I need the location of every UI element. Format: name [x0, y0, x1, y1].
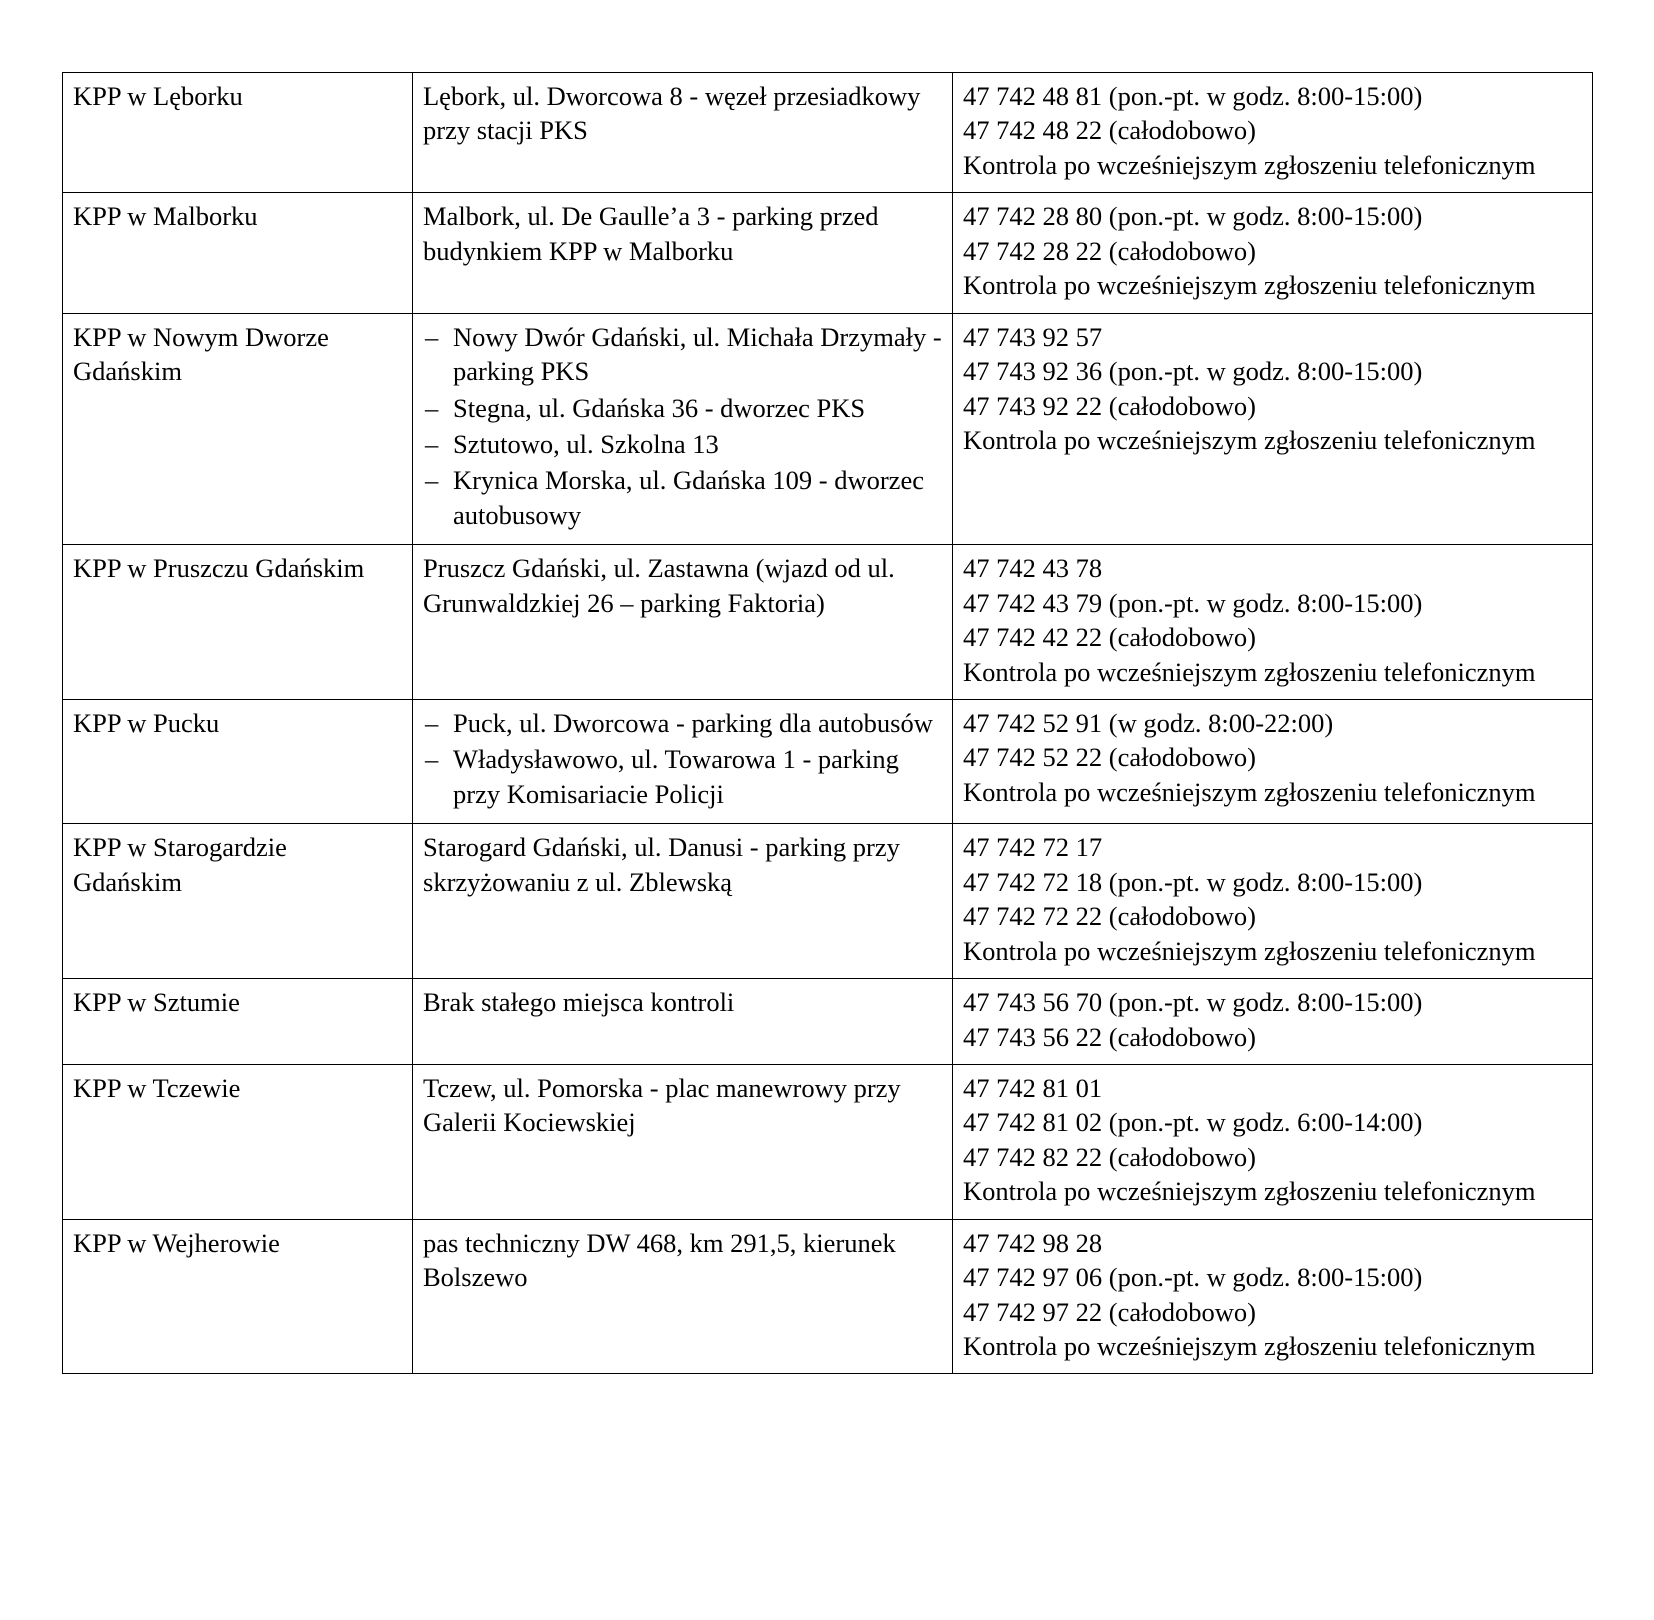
unit-name-cell — [63, 193, 413, 313]
phone-number: 47 742 81 01 — [963, 1072, 1103, 1103]
location-list-item: – Sztutowo, ul. Szkolna 13 — [423, 427, 942, 461]
contact-note: Kontrola po wcześniejszym zgłoszeniu telefonicznym — [963, 1331, 1536, 1361]
contact-cell — [953, 73, 1593, 193]
unit-name: KPP w Starogardzie Gdańskim — [73, 832, 287, 897]
phone-number: 47 742 81 02 (pon.-pt. w godz. 6:00-14:00) — [963, 1107, 1423, 1138]
unit-name-cell — [63, 979, 413, 1065]
phone-number: 47 743 56 22 (całodobowo) — [963, 1021, 1256, 1052]
contact-note: Kontrola po wcześniejszym zgłoszeniu telefonicznym — [963, 935, 1536, 966]
unit-name: KPP w Malborku — [73, 201, 258, 232]
phone-number: 47 742 72 17 — [963, 832, 1103, 863]
table-row — [63, 545, 1593, 700]
location-list-item: – Nowy Dwór Gdański, ul. Michała Drzymały - parking PKS — [423, 320, 942, 389]
contact-cell — [953, 1064, 1593, 1219]
table-body — [63, 73, 1593, 1374]
location-list — [423, 320, 942, 533]
table-row — [63, 700, 1593, 824]
unit-name-cell — [63, 313, 413, 545]
location-cell — [413, 979, 953, 1065]
phone-number: 47 742 43 79 (pon.-pt. w godz. 8:00-15:00) — [963, 587, 1423, 618]
table-row — [63, 1064, 1593, 1219]
location-text: Tczew, ul. Pomorska - plac manewrowy przy Galerii Kociewskiej — [423, 1072, 901, 1138]
unit-name: KPP w Lęborku — [73, 81, 243, 111]
location-text: Pruszcz Gdański, ul. Zastawna (wjazd od ul. Grunwaldzkiej 26 – parking Faktoria) — [423, 553, 895, 618]
location-list-item: – Krynica Morska, ul. Gdańska 109 - dworzec autobusowy — [423, 463, 942, 532]
phone-number: 47 742 72 18 (pon.-pt. w godz. 8:00-15:00) — [963, 866, 1423, 897]
phone-number: 47 743 92 22 (całodobowo) — [963, 390, 1256, 421]
police-units-table — [62, 72, 1593, 1374]
phone-number: 47 743 92 57 — [963, 321, 1103, 352]
phone-number: 47 742 43 78 — [963, 553, 1103, 584]
contact-note: Kontrola po wcześniejszym zgłoszeniu telefonicznym — [963, 424, 1536, 455]
contact-cell — [953, 545, 1593, 700]
location-list-item: – Puck, ul. Dworcowa - parking dla autobusów — [423, 706, 942, 740]
location-list-item: – Stegna, ul. Gdańska 36 - dworzec PKS — [423, 391, 942, 425]
phone-number: 47 743 92 36 (pon.-pt. w godz. 8:00-15:00) — [963, 356, 1423, 387]
unit-name: KPP w Tczewie — [73, 1072, 241, 1103]
contact-note: Kontrola po wcześniejszym zgłoszeniu telefonicznym — [963, 776, 1536, 807]
location-text: Brak stałego miejsca kontroli — [423, 987, 735, 1018]
location-cell — [413, 193, 953, 313]
phone-number: 47 742 82 22 (całodobowo) — [963, 1141, 1256, 1172]
location-cell — [413, 1219, 953, 1374]
unit-name-cell — [63, 824, 413, 979]
unit-name: KPP w Pruszczu Gdańskim — [73, 553, 365, 584]
phone-number: 47 742 28 22 (całodobowo) — [963, 235, 1256, 266]
contact-cell — [953, 1219, 1593, 1374]
location-cell — [413, 73, 953, 193]
unit-name-cell — [63, 1219, 413, 1374]
phone-number: 47 742 42 22 (całodobowo) — [963, 622, 1256, 653]
location-list-item: – Władysławowo, ul. Towarowa 1 - parking przy Komisariacie Policji — [423, 742, 942, 811]
phone-number: 47 743 56 70 (pon.-pt. w godz. 8:00-15:00) — [963, 987, 1423, 1018]
contact-cell — [953, 824, 1593, 979]
unit-name-cell — [63, 700, 413, 824]
table-row — [63, 313, 1593, 545]
location-text: Malbork, ul. De Gaulle’a 3 - parking przed budynkiem KPP w Malborku — [423, 201, 879, 266]
contact-note: Kontrola po wcześniejszym zgłoszeniu telefonicznym — [963, 149, 1536, 180]
location-text: Starogard Gdański, ul. Danusi - parking przy skrzyżowaniu z ul. Zblewską — [423, 832, 900, 897]
table-row — [63, 73, 1593, 193]
unit-name: KPP w Sztumie — [73, 987, 240, 1018]
table-row — [63, 824, 1593, 979]
contact-cell — [953, 193, 1593, 313]
location-cell — [413, 1064, 953, 1219]
table-row — [63, 979, 1593, 1065]
phone-number: 47 742 98 28 — [963, 1227, 1103, 1258]
location-text: pas techniczny DW 468, km 291,5, kierunek Bolszewo — [423, 1227, 896, 1293]
phone-number: 47 742 52 22 (całodobowo) — [963, 742, 1256, 773]
unit-name-cell — [63, 73, 413, 193]
phone-number: 47 742 97 06 (pon.-pt. w godz. 8:00-15:00) — [963, 1262, 1423, 1293]
table-row — [63, 193, 1593, 313]
contact-note: Kontrola po wcześniejszym zgłoszeniu telefonicznym — [963, 270, 1536, 301]
table-row — [63, 1219, 1593, 1374]
phone-number: 47 742 48 81 (pon.-pt. w godz. 8:00-15:00) — [963, 81, 1423, 111]
unit-name: KPP w Pucku — [73, 708, 220, 738]
location-cell — [413, 824, 953, 979]
contact-cell — [953, 979, 1593, 1065]
phone-number: 47 742 72 22 (całodobowo) — [963, 901, 1256, 932]
phone-number: 47 742 97 22 (całodobowo) — [963, 1296, 1256, 1327]
contact-note: Kontrola po wcześniejszym zgłoszeniu telefonicznym — [963, 1176, 1536, 1207]
phone-number: 47 742 52 91 (w godz. 8:00-22:00) — [963, 708, 1334, 738]
location-list — [423, 706, 942, 811]
location-cell — [413, 545, 953, 700]
contact-cell — [953, 313, 1593, 545]
location-text: Lębork, ul. Dworcowa 8 - węzeł przesiadkowy przy stacji PKS — [423, 81, 921, 146]
location-cell — [413, 313, 953, 545]
location-cell — [413, 700, 953, 824]
unit-name: KPP w Nowym Dworze Gdańskim — [73, 321, 329, 387]
unit-name: KPP w Wejherowie — [73, 1227, 280, 1258]
contact-cell — [953, 700, 1593, 824]
contact-note: Kontrola po wcześniejszym zgłoszeniu telefonicznym — [963, 656, 1536, 687]
unit-name-cell — [63, 545, 413, 700]
phone-number: 47 742 48 22 (całodobowo) — [963, 115, 1256, 146]
unit-name-cell — [63, 1064, 413, 1219]
phone-number: 47 742 28 80 (pon.-pt. w godz. 8:00-15:00) — [963, 201, 1423, 232]
